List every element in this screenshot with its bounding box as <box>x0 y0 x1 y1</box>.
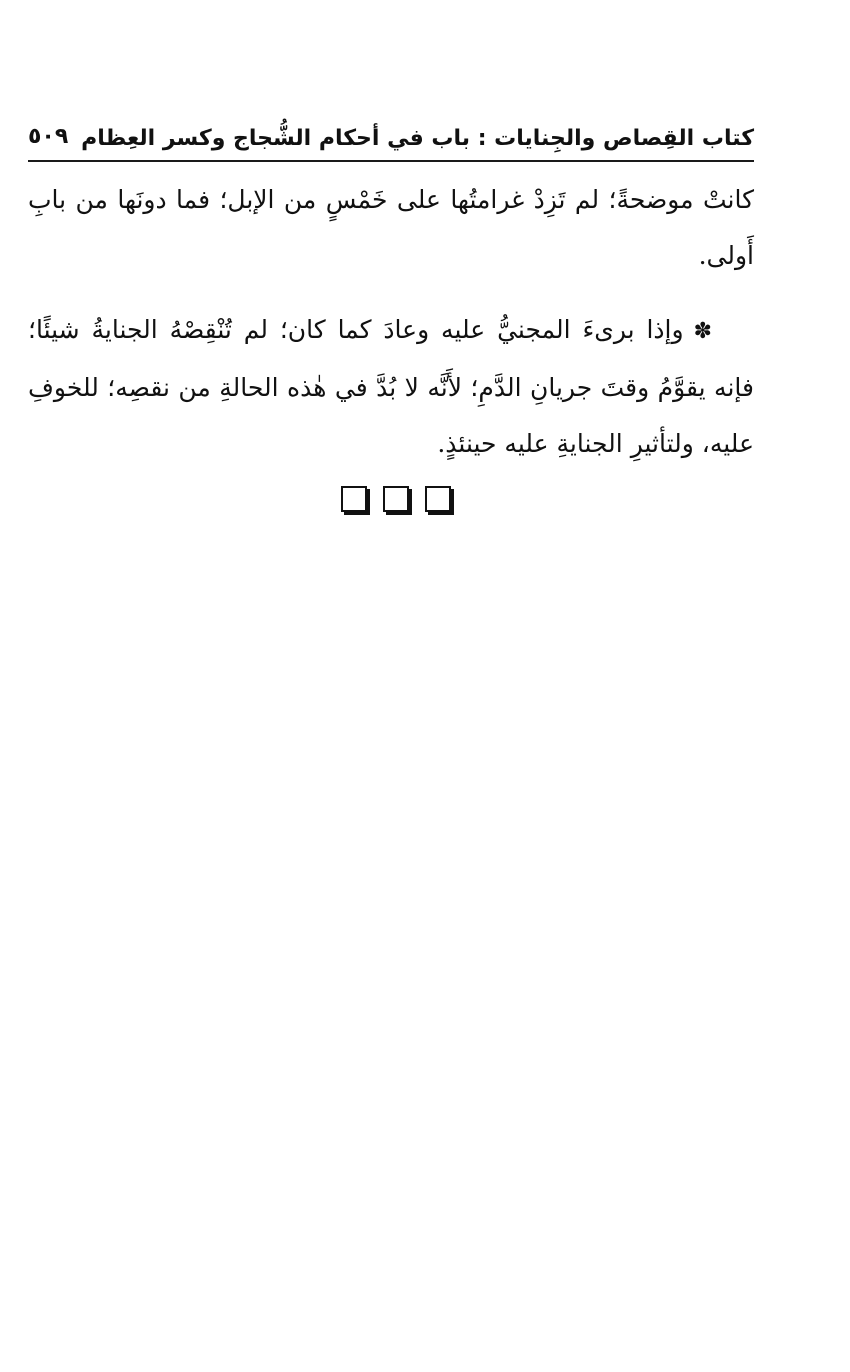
end-box-icon <box>341 486 367 512</box>
end-box-icon <box>383 486 409 512</box>
paragraph-2 <box>28 302 754 472</box>
end-box-icon <box>425 486 451 512</box>
asterisk-marker-icon: ✽ <box>693 319 712 344</box>
paragraph-2-text: وإذا برىءَ المجنيُّ عليه وعادَ كما كان؛ لم تُنْقِصْهُ الجنايةُ شيئًا؛ فإنه يقوَّمُ وقتَ جريانِ الدَّمِ؛ لأَنَّه لا بُدَّ في هٰذه الحالةِ من نقصِه؛ للخوفِ عليه، ولتأثيرِ الجنايةِ عليه حينئذٍ. <box>28 315 754 458</box>
body-text <box>28 172 754 472</box>
header-rule <box>28 160 754 162</box>
paragraph-1: كانتْ موضحةً؛ لم تَزِدْ غرامتُها على خَمْسٍ من الإبل؛ فما دونَها من بابِ أَولى. <box>28 185 754 270</box>
header-title: كتاب القِصاص والجِنايات : باب في أحكام الشُّجاج وكسر العِظام <box>81 126 754 151</box>
running-header <box>28 118 754 158</box>
page-number: ٥٠٩ <box>28 124 69 149</box>
section-end-marks <box>341 486 451 516</box>
